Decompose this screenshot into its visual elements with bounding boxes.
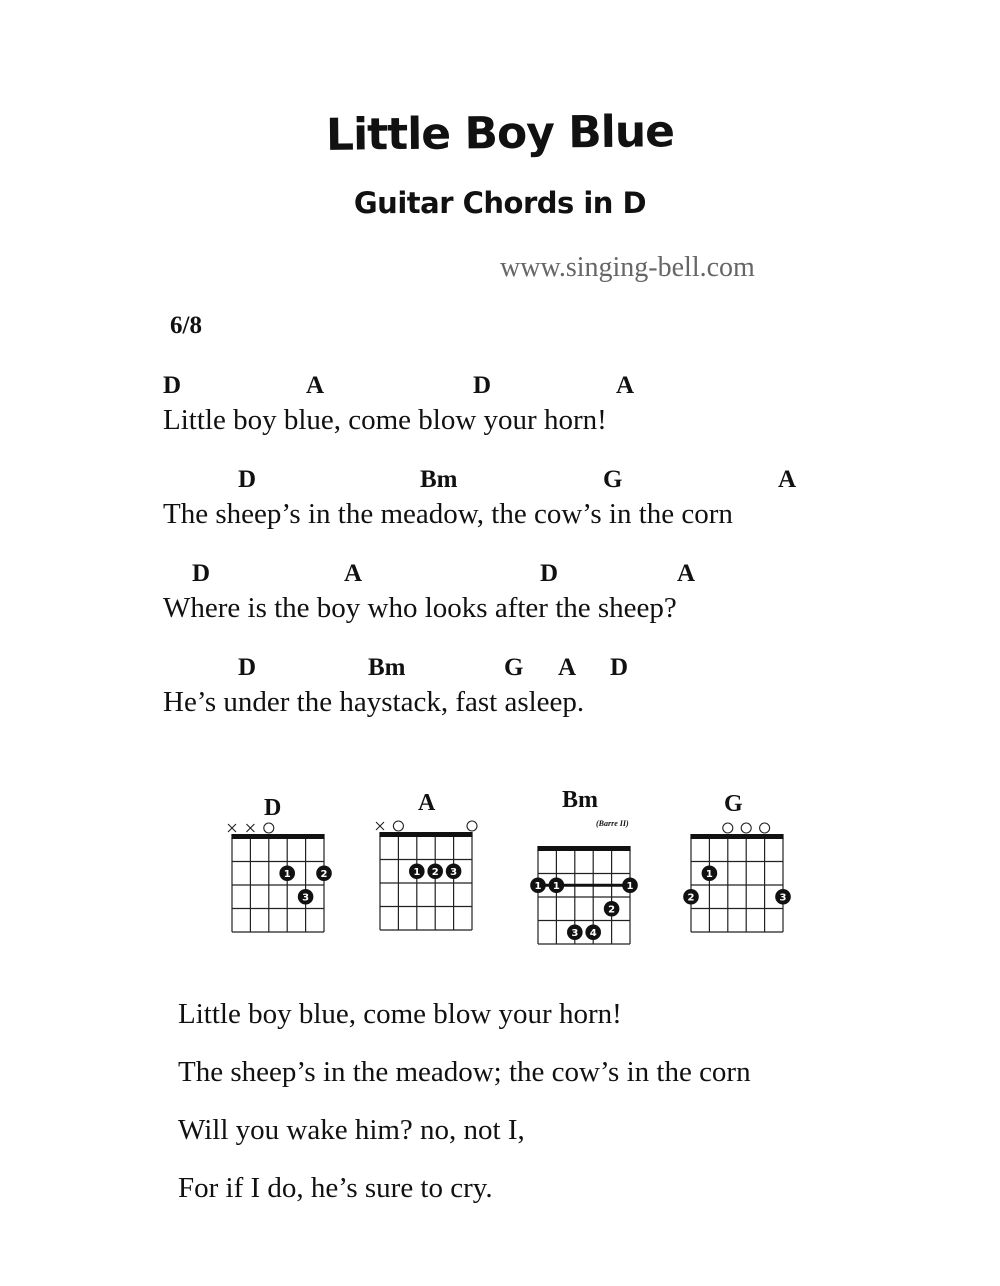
finger-dot bbox=[775, 889, 791, 905]
finger-dot bbox=[446, 863, 462, 879]
lyric-line: Where is the boy who looks after the sheep? bbox=[163, 592, 677, 624]
muted-string-marker bbox=[246, 824, 254, 832]
open-string-marker bbox=[467, 821, 477, 831]
chord-label: G bbox=[504, 654, 524, 681]
open-string-marker bbox=[741, 823, 751, 833]
svg-text:3: 3 bbox=[450, 866, 458, 878]
finger-dot bbox=[549, 877, 565, 893]
fretboard-grid bbox=[691, 838, 783, 932]
chord-label: D bbox=[192, 560, 211, 587]
chord-diagram-d bbox=[230, 818, 326, 940]
svg-text:1: 1 bbox=[626, 880, 634, 892]
svg-text:1: 1 bbox=[413, 866, 421, 878]
chord-label: A bbox=[306, 372, 325, 399]
song-subtitle: Guitar Chords in D bbox=[353, 186, 647, 220]
time-signature: 6/8 bbox=[170, 312, 202, 339]
nut-bar bbox=[379, 832, 472, 837]
nut-bar bbox=[537, 846, 630, 851]
finger-dot bbox=[567, 924, 583, 940]
diagram-name-bm: Bm bbox=[562, 787, 598, 813]
verse-line: Will you wake him? no, not I, bbox=[178, 1114, 525, 1146]
svg-text:3: 3 bbox=[302, 892, 310, 904]
chord-label: A bbox=[344, 560, 363, 587]
nut-bar bbox=[690, 834, 783, 839]
svg-text:2: 2 bbox=[320, 868, 328, 880]
open-string-marker bbox=[264, 823, 274, 833]
chord-diagram-a bbox=[378, 816, 474, 938]
svg-text:2: 2 bbox=[687, 892, 695, 904]
song-title: Little Boy Blue bbox=[325, 106, 675, 161]
svg-text:2: 2 bbox=[608, 904, 616, 916]
chord-label: A bbox=[558, 654, 577, 681]
svg-text:1: 1 bbox=[705, 868, 713, 880]
chord-label: D bbox=[473, 372, 492, 399]
chord-diagram-bm bbox=[536, 830, 632, 952]
chord-label: Bm bbox=[420, 466, 458, 493]
muted-string-marker bbox=[228, 824, 236, 832]
diagram-name-g: G bbox=[724, 791, 743, 817]
finger-dot bbox=[530, 877, 546, 893]
verse-line: The sheep’s in the meadow; the cow’s in the corn bbox=[178, 1056, 751, 1088]
open-string-marker bbox=[393, 821, 403, 831]
chord-label: D bbox=[540, 560, 559, 587]
chord-label: A bbox=[677, 560, 696, 587]
chord-label: G bbox=[603, 466, 623, 493]
finger-dot bbox=[604, 901, 620, 917]
fretboard-grid bbox=[538, 850, 630, 944]
svg-text:4: 4 bbox=[589, 927, 597, 939]
svg-text:2: 2 bbox=[431, 866, 439, 878]
chord-label: D bbox=[238, 654, 257, 681]
svg-text:1: 1 bbox=[534, 880, 542, 892]
barre-note: (Barre II) bbox=[596, 819, 629, 828]
open-string-marker bbox=[723, 823, 733, 833]
verse-line: Little boy blue, come blow your horn! bbox=[178, 998, 622, 1030]
chord-label: A bbox=[778, 466, 797, 493]
chord-label: Bm bbox=[368, 654, 406, 681]
website-url: www.singing-bell.com bbox=[500, 252, 755, 283]
finger-dot bbox=[622, 877, 638, 893]
lyric-line: He’s under the haystack, fast asleep. bbox=[163, 686, 585, 718]
svg-text:3: 3 bbox=[779, 892, 787, 904]
svg-text:3: 3 bbox=[571, 927, 579, 939]
svg-text:1: 1 bbox=[552, 880, 560, 892]
finger-dot bbox=[683, 889, 699, 905]
chord-label: D bbox=[610, 654, 629, 681]
finger-dot bbox=[316, 865, 332, 881]
chord-diagram-g bbox=[689, 818, 785, 940]
chord-label: D bbox=[238, 466, 257, 493]
diagram-name-d: D bbox=[264, 795, 282, 821]
chord-label: D bbox=[163, 372, 182, 399]
finger-dot bbox=[279, 865, 295, 881]
verse-line: For if I do, he’s sure to cry. bbox=[178, 1172, 493, 1204]
fretboard-grid bbox=[380, 836, 472, 930]
open-string-marker bbox=[760, 823, 770, 833]
nut-bar bbox=[231, 834, 324, 839]
finger-dot bbox=[427, 863, 443, 879]
diagram-name-a: A bbox=[418, 790, 436, 816]
finger-dot bbox=[585, 924, 601, 940]
fretboard-grid bbox=[232, 838, 324, 932]
muted-string-marker bbox=[376, 822, 384, 830]
lyric-line: The sheep’s in the meadow, the cow’s in the corn bbox=[163, 498, 733, 530]
finger-dot bbox=[409, 863, 425, 879]
chord-label: A bbox=[616, 372, 635, 399]
finger-dot bbox=[702, 865, 718, 881]
svg-text:1: 1 bbox=[283, 868, 291, 880]
finger-dot bbox=[298, 889, 314, 905]
lyric-line: Little boy blue, come blow your horn! bbox=[163, 404, 607, 436]
